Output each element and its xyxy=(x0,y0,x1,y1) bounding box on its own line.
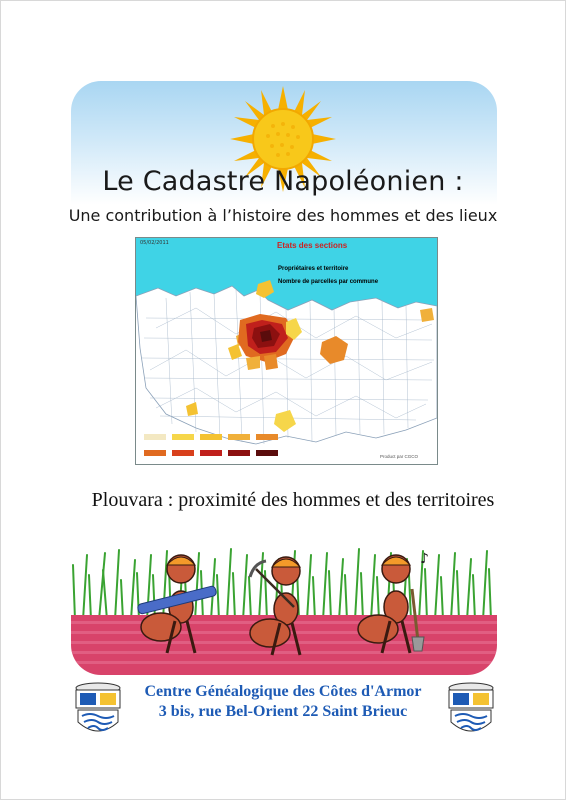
map-legend-swatch xyxy=(228,434,250,440)
tagline: Plouvara : proximité des hommes et des territoires xyxy=(91,489,495,511)
cgca-crest-icon-right xyxy=(443,680,499,742)
ant-with-shovel xyxy=(358,551,429,653)
footer-address: 3 bis, rue Bel-Orient 22 Saint Brieuc xyxy=(158,703,408,720)
map-legend-swatch xyxy=(144,434,166,440)
map-legend-line-2: Nombre de parcelles par commune xyxy=(278,279,379,285)
map-legend-row-1 xyxy=(144,434,278,440)
cadastre-map xyxy=(135,237,438,465)
map-date: 05/02/2011 xyxy=(140,240,169,246)
map-legend-swatch xyxy=(228,450,250,456)
map-legend-swatch xyxy=(256,450,278,456)
map-legend-line-1: Propriétaires et territoire xyxy=(278,266,349,272)
page-subtitle: Une contribution à l’histoire des hommes et des lieux xyxy=(68,206,498,225)
svg-text:♪: ♪ xyxy=(420,551,429,567)
map-legend-swatch xyxy=(144,450,166,456)
cgca-crest-icon xyxy=(70,680,126,742)
map-credit: Product par CGCO xyxy=(380,454,419,459)
ants-scene xyxy=(71,525,497,675)
map-legend-swatch xyxy=(172,434,194,440)
map-legend-swatch xyxy=(200,434,222,440)
map-legend-swatch xyxy=(172,450,194,456)
map-legend-swatch xyxy=(256,434,278,440)
ants-illustration xyxy=(71,525,497,675)
page-title: Le Cadastre Napoléonien : xyxy=(102,166,464,197)
map-heading: Etats des sections xyxy=(277,241,348,250)
footer-organization: Centre Généalogique des Côtes d'Armor xyxy=(144,683,422,700)
map-legend-row-2 xyxy=(144,450,278,456)
map-legend-swatch xyxy=(200,450,222,456)
